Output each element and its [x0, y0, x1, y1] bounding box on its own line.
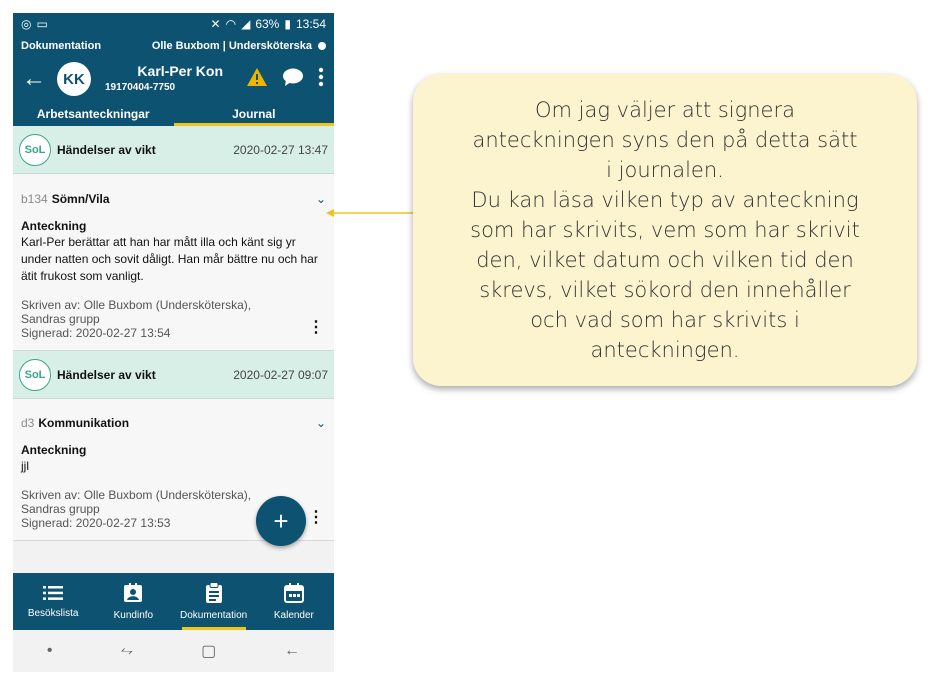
mute-icon: ✕	[210, 17, 221, 31]
tab-journal[interactable]: Journal	[174, 101, 335, 126]
system-nav-bar	[13, 630, 334, 672]
more-vert-icon[interactable]	[318, 67, 324, 87]
nav-besokslista[interactable]	[13, 573, 93, 630]
signal-icon: ◢	[241, 17, 251, 31]
note-author: Skriven av: Olle Buxbom (Undersköterska),	[21, 298, 252, 312]
nav-label: Kalender	[273, 609, 314, 621]
contact-card-icon	[123, 583, 143, 603]
list-icon	[43, 585, 63, 601]
group-title: Händelser av vikt	[57, 367, 156, 382]
group-title: Händelser av vikt	[57, 142, 156, 157]
app-status-icon: ◎	[21, 17, 32, 31]
online-status-icon	[318, 42, 326, 50]
patient-name: Karl-Per Kon	[137, 63, 223, 79]
phone-screen	[13, 13, 334, 672]
nav-kundinfo[interactable]	[93, 573, 173, 630]
note-label: Anteckning	[21, 219, 87, 233]
callout-pointer	[326, 205, 416, 221]
note-text: jjl	[21, 459, 29, 473]
entry-menu-icon[interactable]: ⋮	[308, 509, 324, 526]
entry-title: Kommunikation	[38, 416, 130, 430]
note-text: Karl-Per berättar att han har mått illa och känt sig yr under natten och sovit dåligt. Han mår bättre nu och har ätit frukost som vanligt.	[21, 235, 318, 283]
bottom-nav	[13, 573, 334, 630]
add-note-button[interactable]: +	[256, 496, 306, 546]
entry-code: b134	[21, 192, 48, 206]
note-signed: Signerad: 2020-02-27 13:53	[21, 516, 171, 530]
clipboard-icon	[205, 582, 223, 603]
avatar[interactable]: KK	[57, 62, 91, 96]
dot-icon: •	[46, 642, 53, 659]
note-meta	[21, 298, 326, 340]
nav-label: Besökslista	[27, 607, 79, 619]
clock: 13:54	[295, 17, 326, 31]
journal-entry	[13, 174, 334, 351]
callout-text: Om jag väljer att signera anteckningen syns den på detta sätt i journalen. Du kan läsa vilken typ av anteckning som har skrivits, vem som har skrivit den, vilket datum och vilken tid den skrevs, vilket sökord den innehåller och vad som har skrivits i anteckningen.	[470, 98, 860, 362]
user-bar	[13, 35, 334, 57]
battery-icon: ▮	[284, 17, 291, 31]
nav-label: Kundinfo	[113, 609, 154, 621]
sol-badge: SoL	[19, 359, 51, 391]
logged-in-user: Olle Buxbom | Undersköterska	[151, 40, 312, 52]
journal-group-header[interactable]	[13, 126, 334, 174]
note-group: Sandras grupp	[21, 502, 100, 516]
tab-arbetsanteckningar[interactable]: Arbetsanteckningar	[36, 106, 150, 121]
group-time: 2020-02-27 13:47	[233, 142, 328, 157]
back-arrow-icon[interactable]: ←	[22, 65, 46, 92]
tab-bar	[13, 101, 334, 126]
sol-badge: SoL	[19, 134, 51, 166]
note-group: Sandras grupp	[21, 312, 100, 326]
nav-kalender[interactable]	[254, 573, 334, 630]
recents-icon[interactable]: ⥊	[120, 642, 134, 659]
screenshot-status-icon: ▭	[36, 17, 48, 31]
journal-group-header[interactable]	[13, 351, 334, 399]
chevron-down-icon[interactable]: ⌄	[315, 192, 326, 206]
group-time: 2020-02-27 09:07	[233, 367, 328, 382]
note-author: Skriven av: Olle Buxbom (Undersköterska),	[21, 488, 252, 502]
chevron-down-icon[interactable]: ⌄	[315, 416, 326, 430]
nav-dokumentation[interactable]	[174, 573, 254, 630]
section-title: Dokumentation	[21, 40, 102, 52]
chat-icon[interactable]	[282, 67, 304, 87]
entry-menu-icon[interactable]: ⋮	[308, 319, 324, 336]
status-bar	[13, 13, 334, 35]
patient-header	[13, 57, 334, 101]
note-signed: Signerad: 2020-02-27 13:54	[21, 326, 171, 340]
warning-icon[interactable]	[246, 67, 268, 87]
note-label: Anteckning	[21, 443, 87, 457]
nav-label: Dokumentation	[179, 610, 248, 621]
calendar-icon	[284, 583, 304, 603]
entry-code: d3	[21, 416, 35, 430]
back-icon[interactable]: ←	[284, 642, 301, 659]
battery-percent: 63%	[255, 17, 280, 31]
wifi-icon: ◠	[225, 17, 237, 31]
home-icon[interactable]: ▢	[201, 643, 217, 660]
callout-box	[413, 74, 917, 386]
patient-id: 19170404-7750	[105, 82, 176, 93]
entry-title: Sömn/Vila	[51, 192, 110, 206]
